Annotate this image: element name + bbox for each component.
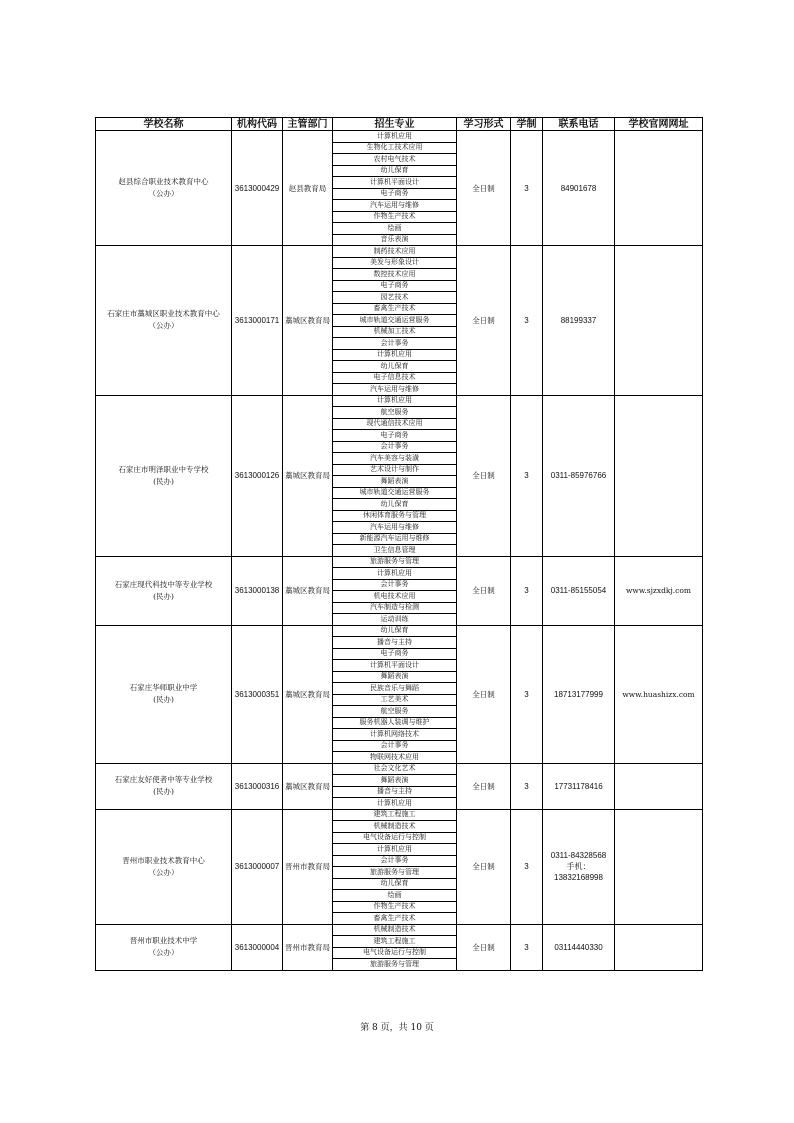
table-row [96, 763, 703, 775]
major-cell: 舞蹈表演 [333, 476, 457, 488]
study-mode: 全日制 [472, 942, 495, 952]
department-cell [283, 395, 333, 556]
phone: 84901678 [560, 183, 597, 193]
major-cell: 计算机平面设计 [333, 660, 457, 672]
phone: 88199337 [560, 315, 597, 325]
school-name: 石家庄现代科技中等专业学校 [114, 579, 213, 589]
org-code-cell [232, 395, 283, 556]
major-cell: 机械制造技术 [333, 821, 457, 833]
department: 赵县教育局 [288, 183, 327, 193]
org-code-cell [232, 763, 283, 809]
major-cell: 舞蹈表演 [333, 671, 457, 683]
major-cell: 电子信息技术 [333, 372, 457, 384]
major-cell: 绘画 [333, 890, 457, 902]
phone-cell [543, 131, 615, 246]
study-mode: 全日制 [472, 315, 495, 325]
major-cell: 幼儿保育 [333, 361, 457, 373]
major-cell: 绘画 [333, 223, 457, 235]
major-cell: 电子商务 [333, 188, 457, 200]
phone: 03114440330 [554, 942, 603, 952]
major-cell: 会计事务 [333, 740, 457, 752]
school-name: 晋州市职业技术中学 [129, 936, 198, 945]
major-cell: 休闲体育服务与管理 [333, 510, 457, 522]
major-cell: 旅游服务与管理 [333, 867, 457, 879]
duration: 3 [524, 315, 529, 325]
phone: 0311-85155054 [550, 586, 607, 595]
phone-cell [543, 625, 615, 763]
website: www.huashizx.com [622, 689, 695, 699]
major-cell: 城市轨道交通运营服务 [333, 487, 457, 499]
school-name-cell [96, 131, 232, 246]
study-mode-cell [457, 625, 511, 763]
major-cell: 数控技术应用 [333, 269, 457, 281]
study-mode-cell [457, 924, 511, 970]
school-name-cell [96, 556, 232, 625]
mobile-phone: 手机：13832168998 [554, 862, 603, 882]
major-cell: 社会文化艺术 [333, 763, 457, 775]
school-name-cell [96, 625, 232, 763]
major-cell: 音乐表演 [333, 234, 457, 246]
website-cell [615, 246, 703, 396]
study-mode-cell [457, 246, 511, 396]
school-name: 石家庄市明泽职业中专学校 [118, 464, 209, 474]
major-cell: 计算机应用 [333, 395, 457, 407]
major-cell: 汽车运用与维修 [333, 522, 457, 534]
org-code-cell [232, 809, 283, 924]
major-cell: 电子商务 [333, 648, 457, 660]
phone-cell [543, 809, 615, 924]
major-cell: 计算机应用 [333, 568, 457, 580]
school-name-cell [96, 395, 232, 556]
duration: 3 [524, 471, 529, 480]
duration-cell [511, 924, 543, 970]
major-cell: 机械加工技术 [333, 326, 457, 338]
school-type: （公办） [148, 867, 179, 877]
school-name: 赵县综合职业技术教育中心 [118, 177, 209, 186]
major-cell: 汽车运用与维修 [333, 200, 457, 212]
major-cell: 会计事务 [333, 338, 457, 350]
org-code-cell [232, 625, 283, 763]
major-cell: 美发与形象设计 [333, 257, 457, 269]
phone: 0311-84328568 [550, 851, 607, 860]
duration-cell [511, 763, 543, 809]
duration: 3 [524, 781, 529, 791]
major-cell: 运动训练 [333, 614, 457, 626]
org-code: 3613000171 [234, 315, 280, 325]
major-cell: 幼儿保育 [333, 625, 457, 637]
study-mode: 全日制 [472, 862, 495, 871]
department-cell [283, 625, 333, 763]
website-cell [615, 395, 703, 556]
org-code: 3613000351 [234, 689, 280, 699]
department: 藁城区教育局 [285, 315, 330, 325]
website: www.sjzxdkj.com [626, 586, 691, 595]
header-study-mode: 学习形式 [457, 118, 511, 131]
org-code: 3613000004 [234, 942, 280, 952]
major-cell: 建筑工程施工 [333, 936, 457, 948]
major-cell: 航空服务 [333, 706, 457, 718]
major-cell: 计算机网络技术 [333, 729, 457, 741]
org-code-cell [232, 131, 283, 246]
department: 藁城区教育局 [285, 586, 330, 595]
major-cell: 城市轨道交通运营服务 [333, 315, 457, 327]
major-cell: 物联网技术应用 [333, 752, 457, 764]
major-cell: 园艺技术 [333, 292, 457, 304]
phone: 0311-85976766 [550, 471, 607, 480]
phone: 18713177999 [554, 689, 603, 699]
duration: 3 [524, 689, 529, 699]
org-code-cell [232, 924, 283, 970]
department: 晋州市教育局 [285, 942, 330, 952]
major-cell: 机电技术应用 [333, 591, 457, 603]
school-name-cell [96, 809, 232, 924]
major-cell: 播音与主持 [333, 637, 457, 649]
duration-cell [511, 131, 543, 246]
study-mode-cell [457, 556, 511, 625]
major-cell: 舞蹈表演 [333, 775, 457, 787]
major-cell: 现代通信技术应用 [333, 418, 457, 430]
study-mode-cell [457, 763, 511, 809]
org-code: 3613000007 [234, 862, 280, 871]
duration: 3 [524, 942, 529, 952]
major-cell: 卫生信息管理 [333, 545, 457, 557]
table-body [96, 131, 703, 971]
major-cell: 计算机平面设计 [333, 177, 457, 189]
major-cell: 会计事务 [333, 855, 457, 867]
phone: 17731178416 [554, 781, 603, 791]
major-cell: 计算机应用 [333, 798, 457, 810]
department: 藁城区教育局 [285, 471, 330, 480]
phone-cell [543, 556, 615, 625]
table-row [96, 625, 703, 637]
school-name: 石家庄华师职业中学 [129, 683, 198, 692]
study-mode-cell [457, 131, 511, 246]
major-cell: 播音与主持 [333, 786, 457, 798]
major-cell: 旅游服务与管理 [333, 959, 457, 971]
website-cell [615, 763, 703, 809]
duration: 3 [524, 862, 529, 871]
school-name: 石家庄市藁城区职业技术教育中心 [107, 309, 220, 319]
table-row [96, 556, 703, 568]
table-row [96, 924, 703, 936]
phone-cell [543, 395, 615, 556]
header-majors: 招生专业 [333, 118, 457, 131]
major-cell: 汽车美容与装潢 [333, 453, 457, 465]
org-code-cell [232, 556, 283, 625]
department-cell [283, 809, 333, 924]
duration: 3 [524, 183, 529, 193]
duration-cell [511, 556, 543, 625]
page-footer: 第 8 页，共 10 页 [360, 1023, 434, 1033]
major-cell: 会计事务 [333, 579, 457, 591]
header-duration: 学制 [511, 118, 543, 131]
study-mode: 全日制 [472, 689, 495, 699]
department-cell [283, 131, 333, 246]
duration-cell [511, 625, 543, 763]
department: 藁城区教育局 [285, 781, 330, 791]
school-name: 石家庄友好使者中等专业学校 [114, 775, 213, 784]
major-cell: 工艺美术 [333, 694, 457, 706]
phone-cell [543, 246, 615, 396]
major-cell: 机械制造技术 [333, 924, 457, 936]
school-type: （公办） [148, 321, 179, 331]
major-cell: 幼儿保育 [333, 165, 457, 177]
school-type: （公办） [148, 189, 179, 198]
major-cell: 艺术设计与制作 [333, 464, 457, 476]
header-school-name: 学校名称 [96, 118, 232, 131]
department-cell [283, 556, 333, 625]
header-website: 学校官网网址 [615, 118, 703, 131]
header-department: 主管部门 [283, 118, 333, 131]
major-cell: 汽车运用与维修 [333, 384, 457, 396]
table-row [96, 809, 703, 821]
school-name-cell [96, 763, 232, 809]
study-mode: 全日制 [472, 586, 495, 595]
major-cell: 电气设备运行与控制 [333, 947, 457, 959]
website-cell [615, 131, 703, 246]
header-phone: 联系电话 [543, 118, 615, 131]
duration-cell [511, 246, 543, 396]
school-name: 晋州市职业技术教育中心 [122, 855, 205, 865]
study-mode: 全日制 [472, 183, 495, 193]
major-cell: 建筑工程施工 [333, 809, 457, 821]
department-cell [283, 924, 333, 970]
major-cell: 农村电气技术 [333, 154, 457, 166]
header-org-code: 机构代码 [232, 118, 283, 131]
department: 藁城区教育局 [285, 689, 330, 699]
table-row [96, 246, 703, 258]
major-cell: 汽车制造与检测 [333, 602, 457, 614]
major-cell: 新能源汽车运用与维修 [333, 533, 457, 545]
major-cell: 计算机应用 [333, 131, 457, 143]
major-cell: 制药技术应用 [333, 246, 457, 258]
table-row [96, 131, 703, 143]
major-cell: 计算机应用 [333, 844, 457, 856]
major-cell: 畜禽生产技术 [333, 303, 457, 315]
department-cell [283, 763, 333, 809]
school-name-cell [96, 246, 232, 396]
major-cell: 航空服务 [333, 407, 457, 419]
org-code: 3613000429 [234, 183, 280, 193]
major-cell: 幼儿保育 [333, 499, 457, 511]
school-enrollment-table [95, 117, 703, 971]
header-row [96, 118, 703, 131]
major-cell: 作物生产技术 [333, 901, 457, 913]
phone-cell [543, 763, 615, 809]
school-type: (民办) [153, 476, 174, 486]
website-cell [615, 625, 703, 763]
phone-cell [543, 924, 615, 970]
school-name-cell [96, 924, 232, 970]
study-mode: 全日制 [472, 781, 495, 791]
org-code: 3613000316 [234, 781, 280, 791]
website-cell [615, 809, 703, 924]
website-cell [615, 556, 703, 625]
study-mode: 全日制 [472, 471, 495, 480]
major-cell: 电气设备运行与控制 [333, 832, 457, 844]
department-cell [283, 246, 333, 396]
school-type: (民办) [153, 787, 174, 796]
org-code-cell [232, 246, 283, 396]
major-cell: 畜禽生产技术 [333, 913, 457, 925]
org-code: 3613000126 [234, 471, 280, 480]
department: 晋州市教育局 [285, 862, 330, 871]
major-cell: 民族音乐与舞蹈 [333, 683, 457, 695]
org-code: 3613000138 [234, 586, 280, 595]
major-cell: 服务机器人装调与维护 [333, 717, 457, 729]
major-cell: 电子商务 [333, 430, 457, 442]
school-type: (民办) [153, 695, 174, 704]
website-cell [615, 924, 703, 970]
school-type: (民办) [153, 591, 174, 601]
major-cell: 会计事务 [333, 441, 457, 453]
major-cell: 旅游服务与管理 [333, 556, 457, 568]
major-cell: 电子商务 [333, 280, 457, 292]
major-cell: 生物化工技术应用 [333, 142, 457, 154]
study-mode-cell [457, 809, 511, 924]
table-row [96, 395, 703, 407]
duration-cell [511, 395, 543, 556]
major-cell: 幼儿保育 [333, 878, 457, 890]
major-cell: 计算机应用 [333, 349, 457, 361]
study-mode-cell [457, 395, 511, 556]
duration: 3 [524, 586, 529, 595]
school-type: （公办） [148, 948, 179, 957]
major-cell: 作物生产技术 [333, 211, 457, 223]
duration-cell [511, 809, 543, 924]
